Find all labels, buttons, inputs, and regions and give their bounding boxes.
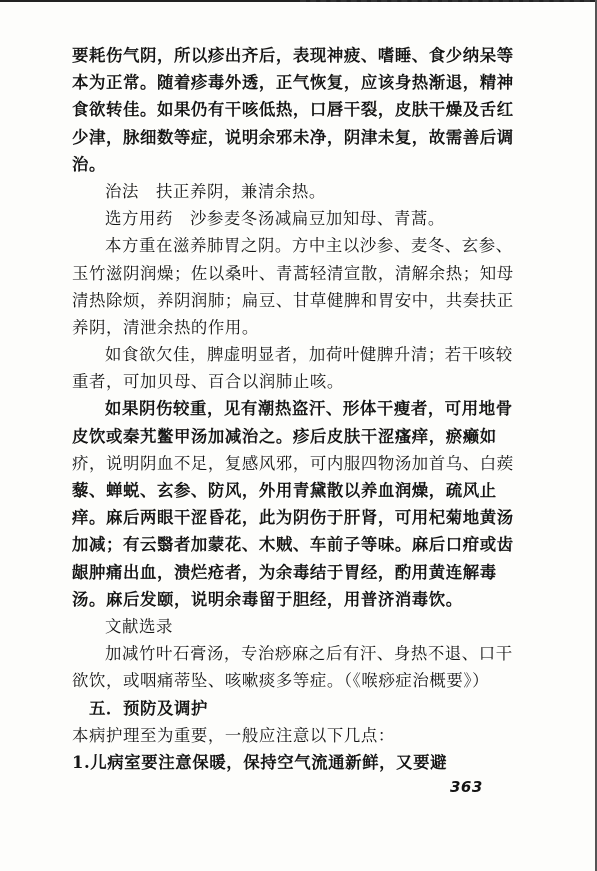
section-label-literature: 文献选录	[105, 616, 173, 636]
text-line: 玉竹滋阴润燥；佐以桑叶、青蒿轻清宣散，清解余热；知母	[72, 263, 514, 283]
text-line: 本为正常。随着疹毒外透，正气恢复，应该身热渐退，精神	[72, 73, 514, 93]
text-line: 藜、蝉蜕、玄参、防风，外用青黛散以养血润燥，疏风止	[72, 481, 497, 500]
text-line: 欲饮，或咽痛蒂坠、咳嗽痰多等症。（《喉痧症治概要》）	[72, 671, 490, 691]
text-line: 加减；有云翳者加蒙花、木贼、车前子等味。麻后口疳或齿	[72, 535, 514, 555]
text-line: 少津，脉细数等症，说明余邪未净，阴津未复，故需善后调	[72, 127, 514, 147]
body-text	[72, 42, 542, 776]
text-line: 食欲转佳。如果仍有干咳低热，口唇干裂，皮肤干燥及舌红	[72, 100, 514, 120]
text-line: 本方重在滋养肺胃之阴。方中主以沙参、麦冬、玄参、	[105, 236, 513, 256]
text-line: 皮饮或秦艽鳖甲汤加减治之。疹后皮肤干涩瘙痒，瘀癞如	[72, 426, 497, 446]
text-line: 本病护理至为重要，一般应注意以下几点：	[72, 725, 395, 745]
text-line: 加减竹叶石膏汤，专治痧麻之后有汗、身热不退、口干	[105, 644, 513, 664]
text-line: 龈肿痛出血，溃烂疮者，为余毒结于胃经，酌用黄连解毒	[72, 562, 497, 582]
text-line: 选方用药 沙参麦冬汤减扁豆加知母、青蒿。	[105, 209, 445, 229]
text-line: 汤。麻后发颐，说明余毒留于胆经，用普济消毒饮。	[72, 589, 463, 609]
section-heading: 五．预防及调护	[89, 698, 208, 718]
text-line: 要耗伤气阴，所以疹出齐后，表现神疲、嗜睡、食少纳呆等	[72, 46, 514, 65]
text-line: 治法 扶正养阴，兼清余热。	[105, 181, 326, 201]
text-line: 如食欲欠佳，脾虚明显者，加荷叶健脾升清；若干咳较	[105, 345, 513, 365]
text-line: 养阴，清泄余热的作用。	[72, 317, 259, 337]
page-number: 363	[450, 778, 483, 796]
text-line: 痒。麻后两眼干涩昏花，此为阴伤于肝肾，可用杞菊地黄汤	[72, 508, 514, 528]
text-line: 1.儿病室要注意保暖，保持空气流通新鲜，又要避	[72, 752, 448, 772]
text-line: 重者，可加贝母、百合以润肺止咳。	[72, 372, 344, 392]
top-dashed-rule	[300, 0, 590, 12]
text-line: 治。	[72, 154, 106, 174]
text-line: 清热除烦，养阴润肺；扁豆、甘草健脾和胃安中，共奏扶正	[72, 290, 514, 310]
text-line: 如果阴伤较重，见有潮热盗汗、形体干瘦者，可用地骨	[105, 399, 513, 419]
text-line: 疥，说明阴血不足，复感风邪，可内服四物汤加首乌、白蒺	[72, 453, 514, 473]
